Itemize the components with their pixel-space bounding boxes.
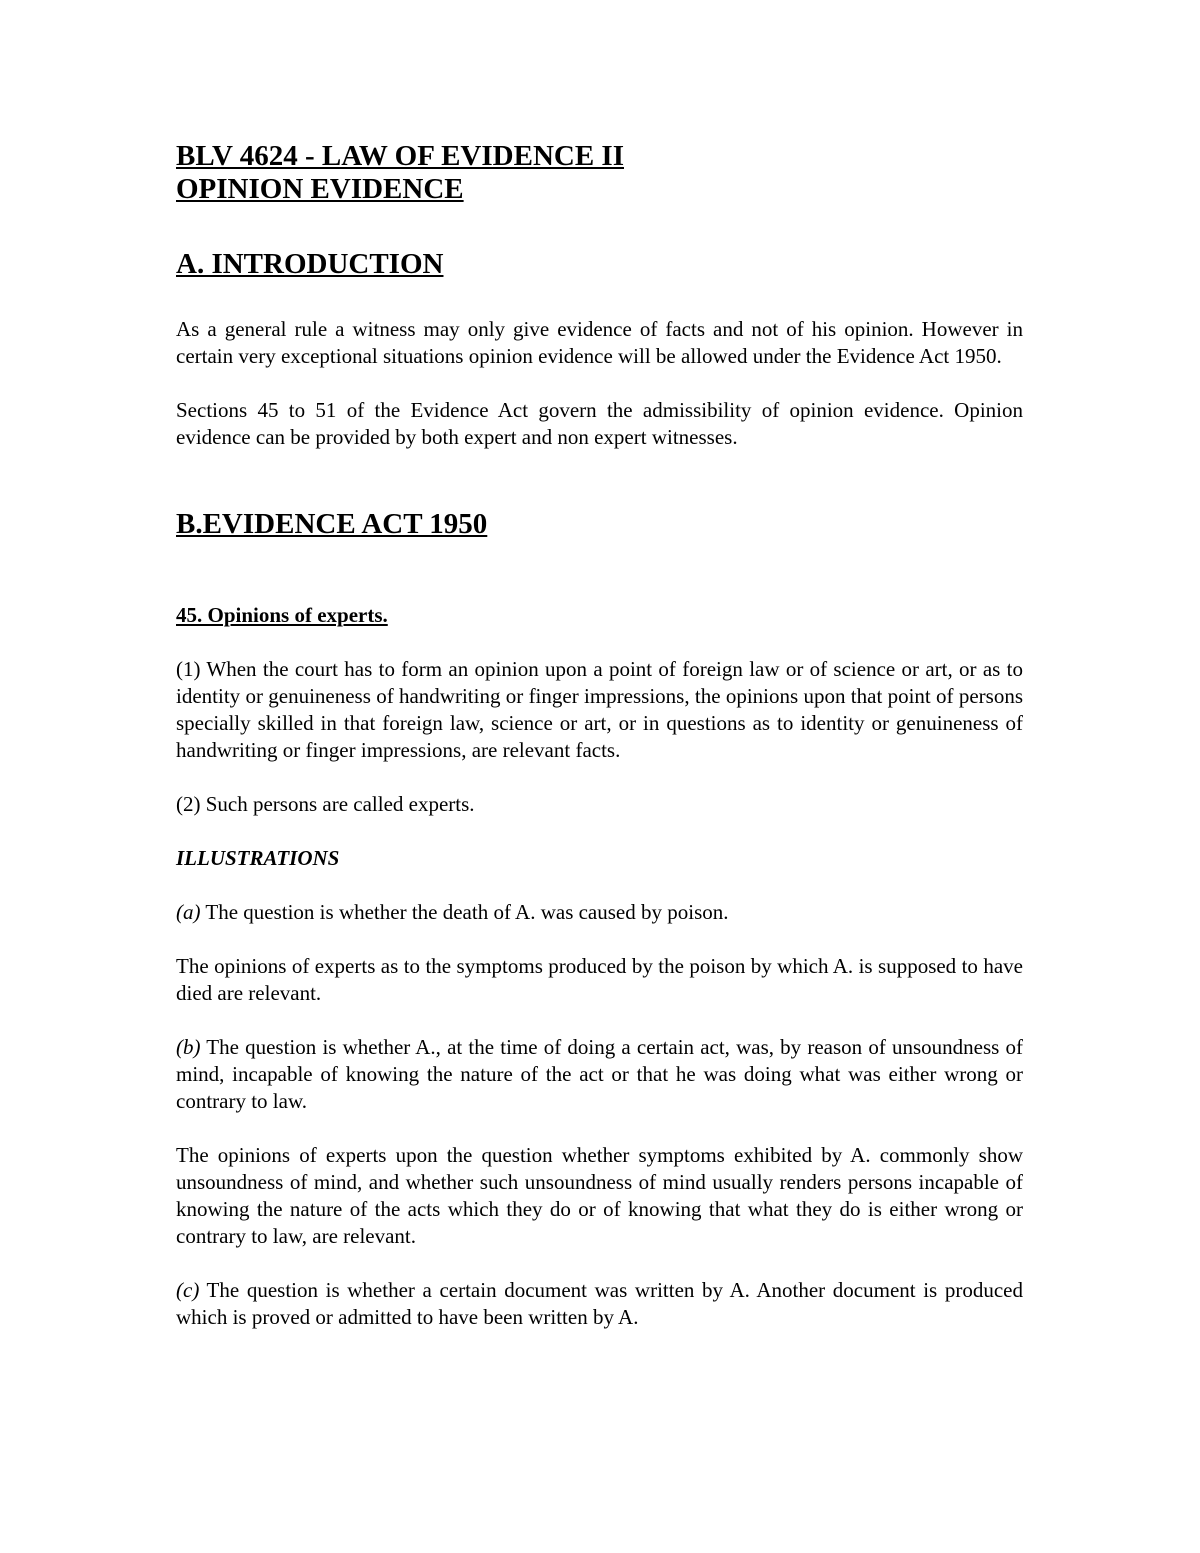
illustration-b-marker: (b)	[176, 1035, 201, 1059]
document-title: BLV 4624 - LAW OF EVIDENCE II	[176, 140, 624, 172]
section-b-heading: B.EVIDENCE ACT 1950	[176, 508, 488, 540]
document-page	[176, 140, 1023, 1331]
intro-paragraph-1: As a general rule a witness may only give evidence of facts and not of his opinion. However in certain very exceptional situations opinion evidence will be allowed under the Evidence Act 1950.	[176, 317, 1023, 368]
illustration-a-answer: The opinions of experts as to the symptoms produced by the poison by which A. is supposed to have died are relevant.	[176, 954, 1023, 1005]
illustration-c-question	[176, 1277, 1023, 1331]
illustration-a-question	[176, 899, 1023, 926]
illustration-a-marker: (a)	[176, 900, 201, 924]
document-subtitle: OPINION EVIDENCE	[176, 173, 464, 205]
illustration-a-text: The question is whether the death of A. was caused by poison.	[200, 900, 729, 924]
illustration-c-marker: (c)	[176, 1278, 200, 1302]
illustration-b-question	[176, 1034, 1023, 1115]
illustration-c-text: The question is whether a certain document was written by A. Another document is produced which is proved or admitted to have been written by A.	[176, 1278, 1023, 1329]
section-45-subsection-2: (2) Such persons are called experts.	[176, 792, 475, 816]
illustrations-label: ILLUSTRATIONS	[176, 846, 340, 870]
illustration-b-answer: The opinions of experts upon the question whether symptoms exhibited by A. commonly show unsoundness of mind, and whether such unsoundness of mind usually renders persons incapable of knowing the nature of the acts which they do or of knowing that what they do is either wrong or contrary to law, are relevant.	[176, 1143, 1023, 1248]
illustration-b-text: The question is whether A., at the time of doing a certain act, was, by reason of unsoundness of mind, incapable of knowing the nature of the act or that he was doing what was either wrong or contrary to law.	[176, 1035, 1023, 1113]
section-45-heading: 45. Opinions of experts.	[176, 603, 388, 627]
section-a-heading: A. INTRODUCTION	[176, 248, 444, 280]
intro-paragraph-2: Sections 45 to 51 of the Evidence Act govern the admissibility of opinion evidence. Opinion evidence can be provided by both expert and non expert witnesses.	[176, 398, 1023, 449]
section-45-subsection-1: (1) When the court has to form an opinion upon a point of foreign law or of science or art, or as to identity or genuineness of handwriting or finger impressions, the opinions upon that point of persons specially skilled in that foreign law, science or art, or in questions as to identity or genuineness of handwriting or finger impressions, are relevant facts.	[176, 657, 1023, 762]
